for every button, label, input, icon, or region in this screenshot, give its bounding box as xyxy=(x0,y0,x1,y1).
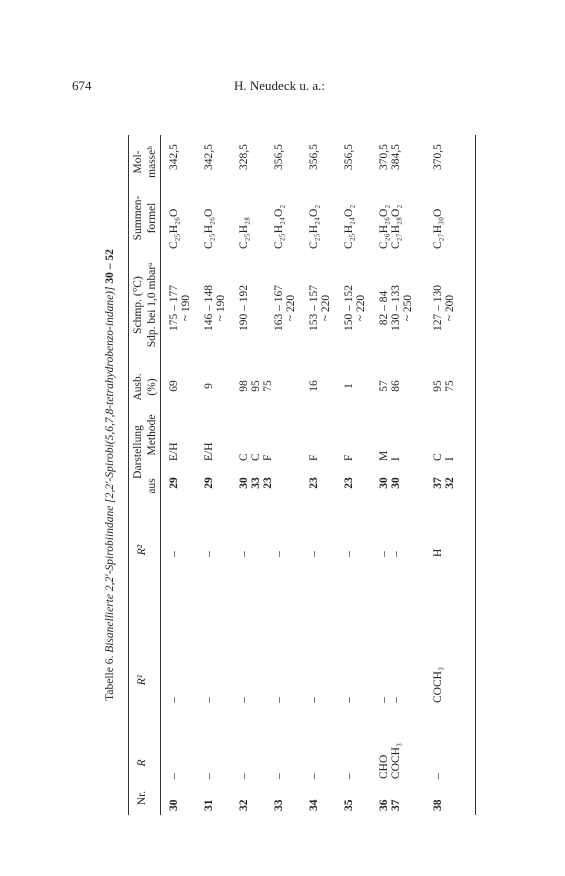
cell-methode: E/H xyxy=(203,442,215,461)
cell-ausb: 57 86 xyxy=(378,380,402,392)
header-r1 xyxy=(136,665,148,695)
header-sdp: Sdp. bei 1,0 mbarᵃ xyxy=(146,262,158,348)
header-methode: Methode xyxy=(146,414,158,456)
cell-r2: – xyxy=(238,551,250,557)
cell-aus: 29 xyxy=(203,477,215,489)
cell-r: – xyxy=(432,773,444,779)
cell-r1: – xyxy=(203,697,215,703)
table-caption xyxy=(102,135,118,815)
table-row xyxy=(343,135,373,815)
cell-r: – xyxy=(273,773,285,779)
cell-r: – xyxy=(343,773,355,779)
cell-mol: 356,5 xyxy=(273,144,285,170)
header-darstellung: Darstellung xyxy=(132,425,144,479)
table-row xyxy=(273,135,303,815)
cell-formel: C₂₅H₂₄O₂ xyxy=(273,204,285,249)
cell-r1: – xyxy=(273,697,285,703)
cell-aus: 30 30 xyxy=(378,477,402,489)
cell-nr: 31 xyxy=(203,799,215,811)
cell-aus: 30 33 23 xyxy=(238,477,274,489)
cell-aus: 37 32 xyxy=(432,477,456,489)
cell-ausb: 69 xyxy=(168,380,180,392)
cell-schmp: 163 – 167 ~ 220 xyxy=(273,285,297,331)
header-summenformel: Summen- xyxy=(132,195,144,241)
cell-formel: C₂₅H₂₆O xyxy=(203,208,215,249)
bottom-rule xyxy=(475,135,476,815)
table-row xyxy=(203,135,233,815)
cell-schmp: 150 – 152 ~ 220 xyxy=(343,285,367,331)
cell-mol: 370,5 384,5 xyxy=(378,144,402,170)
cell-mol: 356,5 xyxy=(343,144,355,170)
caption-label: Tabelle 6. xyxy=(104,655,116,701)
header-r1-text: R¹ xyxy=(136,674,148,686)
cell-r2: – xyxy=(343,551,355,557)
cell-ausb: 16 xyxy=(308,380,320,392)
cell-mol: 342,5 xyxy=(203,144,215,170)
cell-r2: H xyxy=(432,548,444,557)
cell-schmp: 127 – 130 ~ 200 xyxy=(432,285,456,331)
page-header xyxy=(0,78,565,98)
table-row xyxy=(308,135,338,815)
header-rule xyxy=(160,135,161,815)
cell-r: – xyxy=(238,773,250,779)
header-nr: Nr. xyxy=(136,790,148,806)
header-schmp: Schmp. (°C) xyxy=(132,276,144,334)
cell-r1: – – xyxy=(378,697,402,703)
header-ausb-unit: (%) xyxy=(146,378,158,396)
cell-nr: 33 xyxy=(273,799,285,811)
table-row xyxy=(168,135,198,815)
cell-r1: – xyxy=(343,697,355,703)
cell-r2: – – xyxy=(378,551,402,557)
cell-nr: 36 37 xyxy=(378,799,402,811)
cell-ausb: 9 xyxy=(203,383,215,389)
top-rule xyxy=(128,135,129,815)
cell-formel: C₂₆H₂₆O₂ C₂₇H₂₈O₂ xyxy=(378,204,402,249)
cell-methode: F xyxy=(308,454,320,461)
header-formel: formel xyxy=(146,202,158,234)
cell-ausb: 1 xyxy=(343,383,355,389)
cell-r: – xyxy=(308,773,320,779)
table-6 xyxy=(102,135,482,815)
cell-mol: 356,5 xyxy=(308,144,320,170)
cell-aus: 29 xyxy=(168,477,180,489)
caption-bold: 30 – 52 xyxy=(104,249,116,284)
cell-schmp: 190 – 192 xyxy=(238,285,250,331)
cell-methode: F xyxy=(343,454,355,461)
header-r xyxy=(136,753,148,773)
cell-methode: C I xyxy=(432,453,456,461)
cell-ausb: 98 95 75 xyxy=(238,380,274,392)
cell-schmp: 146 – 148 ~ 190 xyxy=(203,285,227,331)
cell-r1: COCH₃ xyxy=(432,667,444,703)
cell-aus: 23 xyxy=(343,477,355,489)
table-row xyxy=(238,135,274,815)
header-masse: masseᵇ xyxy=(146,146,158,178)
cell-mol: 370,5 xyxy=(432,144,444,170)
header-aus: aus xyxy=(146,478,158,494)
header-molmasse: Mol- xyxy=(132,150,144,174)
cell-r2: – xyxy=(203,551,215,557)
cell-nr: 38 xyxy=(432,799,444,811)
cell-nr: 30 xyxy=(168,799,180,811)
cell-methode: E/H xyxy=(168,442,180,461)
cell-schmp: 175 – 177 ~ 190 xyxy=(168,285,192,331)
cell-schmp: 153 – 157 ~ 220 xyxy=(308,285,332,331)
header-ausb: Ausb. xyxy=(132,373,144,401)
cell-nr: 34 xyxy=(308,799,320,811)
cell-schmp: 82 – 84 130 – 133 ~ 250 xyxy=(378,285,414,331)
cell-aus: 23 xyxy=(308,477,320,489)
running-head: H. Neudeck u. a.: xyxy=(234,78,325,93)
cell-formel: C₂₅H₂₈ xyxy=(238,216,250,249)
cell-ausb: 95 75 xyxy=(432,380,456,392)
cell-methode: M I xyxy=(378,450,402,461)
cell-r: – xyxy=(168,773,180,779)
cell-mol: 342,5 xyxy=(168,144,180,170)
cell-r2: – xyxy=(308,551,320,557)
header-r2 xyxy=(136,535,148,565)
cell-r2: – xyxy=(273,551,285,557)
cell-r2: – xyxy=(168,551,180,557)
header-r-text: R xyxy=(136,759,148,767)
cell-nr: 35 xyxy=(343,799,355,811)
caption-italic: Bisanellierte 2,2′-Spirobiindane [2,2′-Spirobi(5,6,7,8-tetrahydrobenzo-indane)] xyxy=(104,283,116,653)
cell-r: CHO COCH₃ xyxy=(378,743,402,779)
cell-mol: 328,5 xyxy=(238,144,250,170)
cell-formel: C₂₅H₂₆O xyxy=(168,208,180,249)
cell-formel: C₂₇H₃₀O xyxy=(432,208,444,249)
page-number: 674 xyxy=(72,78,92,93)
table-row xyxy=(378,135,414,815)
cell-r1: – xyxy=(238,697,250,703)
cell-nr: 32 xyxy=(238,799,250,811)
cell-methode: C C F xyxy=(238,453,274,461)
rotated-table-wrapper xyxy=(102,135,482,815)
table-row xyxy=(432,135,462,815)
header-r2-text: R² xyxy=(136,544,148,556)
cell-r1: – xyxy=(168,697,180,703)
cell-formel: C₂₅H₂₄O₂ xyxy=(308,204,320,249)
cell-r1: – xyxy=(308,697,320,703)
cell-r: – xyxy=(203,773,215,779)
cell-formel: C₂₅H₂₄O₂ xyxy=(343,204,355,249)
